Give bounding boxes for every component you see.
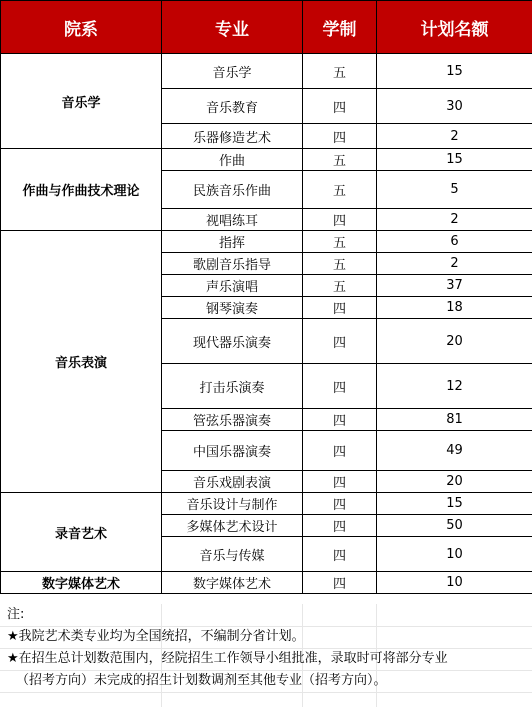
header-dept[interactable]: 院系 xyxy=(1,1,162,54)
table-body xyxy=(1,54,532,594)
header-row xyxy=(1,1,532,54)
years-cell[interactable]: 四 xyxy=(303,124,377,149)
major-cell[interactable]: 作曲 xyxy=(162,149,303,171)
dept-cell[interactable]: 作曲与作曲技术理论 xyxy=(1,149,162,231)
quota-cell[interactable]: 10 xyxy=(377,537,532,572)
header-years[interactable]: 学制 xyxy=(303,1,377,54)
years-cell[interactable]: 四 xyxy=(303,572,377,594)
major-cell[interactable]: 现代器乐演奏 xyxy=(162,319,303,364)
years-cell[interactable]: 四 xyxy=(303,409,377,431)
years-cell[interactable]: 四 xyxy=(303,209,377,231)
major-cell[interactable]: 音乐戏剧表演 xyxy=(162,471,303,493)
years-cell[interactable]: 四 xyxy=(303,471,377,493)
quota-cell[interactable]: 12 xyxy=(377,364,532,409)
major-cell[interactable]: 多媒体艺术设计 xyxy=(162,515,303,537)
years-cell[interactable]: 五 xyxy=(303,171,377,209)
quota-cell[interactable]: 30 xyxy=(377,89,532,124)
note-line-1[interactable]: ★我院艺术类专业均为全国统招，不编制分省计划。 xyxy=(7,629,305,644)
years-cell[interactable]: 四 xyxy=(303,364,377,409)
table-row xyxy=(1,572,532,594)
major-cell[interactable]: 中国乐器演奏 xyxy=(162,431,303,471)
years-cell[interactable]: 五 xyxy=(303,253,377,275)
major-cell[interactable]: 音乐教育 xyxy=(162,89,303,124)
quota-cell[interactable]: 20 xyxy=(377,319,532,364)
years-cell[interactable]: 四 xyxy=(303,493,377,515)
quota-cell[interactable]: 15 xyxy=(377,149,532,171)
quota-cell[interactable]: 6 xyxy=(377,231,532,253)
quota-cell[interactable]: 2 xyxy=(377,253,532,275)
table-row xyxy=(1,493,532,515)
note-line-3[interactable]: （招考方向）未完成的招生计划数调剂至其他专业（招考方向）。 xyxy=(16,673,387,688)
quota-cell[interactable]: 50 xyxy=(377,515,532,537)
quota-cell[interactable]: 18 xyxy=(377,297,532,319)
major-cell[interactable]: 视唱练耳 xyxy=(162,209,303,231)
years-cell[interactable]: 五 xyxy=(303,231,377,253)
notes-section xyxy=(0,604,532,692)
table-row xyxy=(1,231,532,253)
dept-cell[interactable]: 录音艺术 xyxy=(1,493,162,572)
quota-cell[interactable]: 2 xyxy=(377,124,532,149)
major-cell[interactable]: 声乐演唱 xyxy=(162,275,303,297)
quota-cell[interactable]: 15 xyxy=(377,54,532,89)
major-cell[interactable]: 音乐设计与制作 xyxy=(162,493,303,515)
quota-cell[interactable]: 2 xyxy=(377,209,532,231)
dept-cell[interactable]: 音乐表演 xyxy=(1,231,162,493)
major-cell[interactable]: 钢琴演奏 xyxy=(162,297,303,319)
years-cell[interactable]: 四 xyxy=(303,537,377,572)
quota-cell[interactable]: 81 xyxy=(377,409,532,431)
quota-cell[interactable]: 20 xyxy=(377,471,532,493)
years-cell[interactable]: 五 xyxy=(303,54,377,89)
major-cell[interactable]: 音乐学 xyxy=(162,54,303,89)
years-cell[interactable]: 五 xyxy=(303,149,377,171)
major-cell[interactable]: 音乐与传媒 xyxy=(162,537,303,572)
years-cell[interactable]: 四 xyxy=(303,515,377,537)
quota-cell[interactable]: 37 xyxy=(377,275,532,297)
header-quota[interactable]: 计划名额 xyxy=(377,1,532,54)
years-cell[interactable]: 四 xyxy=(303,319,377,364)
years-cell[interactable]: 四 xyxy=(303,297,377,319)
major-cell[interactable]: 指挥 xyxy=(162,231,303,253)
major-cell[interactable]: 乐器修造艺术 xyxy=(162,124,303,149)
notes-title[interactable]: 注: xyxy=(7,607,25,622)
major-cell[interactable]: 歌剧音乐指导 xyxy=(162,253,303,275)
years-cell[interactable]: 四 xyxy=(303,431,377,471)
quota-cell[interactable]: 10 xyxy=(377,572,532,594)
header-major[interactable]: 专业 xyxy=(162,1,303,54)
dept-cell[interactable]: 音乐学 xyxy=(1,54,162,149)
quota-cell[interactable]: 15 xyxy=(377,493,532,515)
quota-cell[interactable]: 49 xyxy=(377,431,532,471)
years-cell[interactable]: 五 xyxy=(303,275,377,297)
table-row xyxy=(1,54,532,89)
dept-cell[interactable]: 数字媒体艺术 xyxy=(1,572,162,594)
major-cell[interactable]: 民族音乐作曲 xyxy=(162,171,303,209)
years-cell[interactable]: 四 xyxy=(303,89,377,124)
major-cell[interactable]: 管弦乐器演奏 xyxy=(162,409,303,431)
major-cell[interactable]: 数字媒体艺术 xyxy=(162,572,303,594)
note-line-2[interactable]: ★在招生总计划数范围内，经院招生工作领导小组批准，录取时可将部分专业 xyxy=(7,651,448,666)
quota-cell[interactable]: 5 xyxy=(377,171,532,209)
table-row xyxy=(1,149,532,171)
major-cell[interactable]: 打击乐演奏 xyxy=(162,364,303,409)
